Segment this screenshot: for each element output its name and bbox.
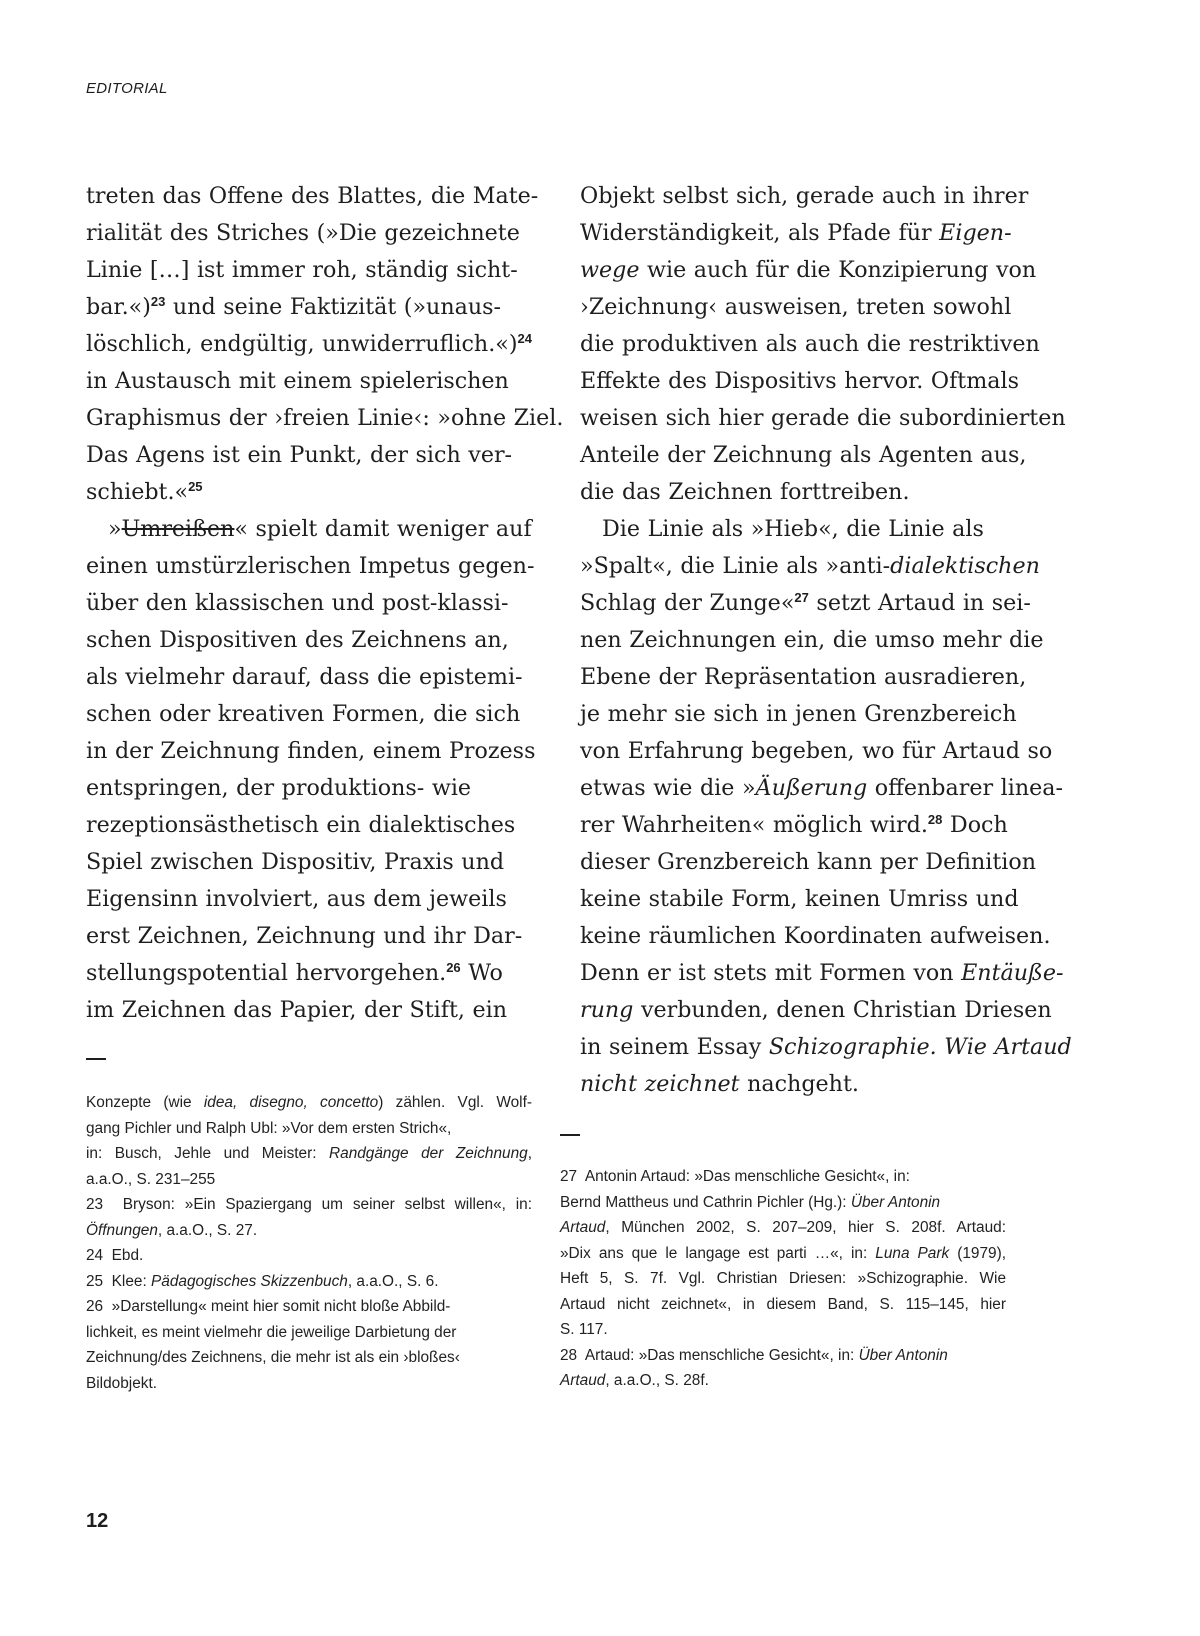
emphasis-text: Äußerung bbox=[755, 775, 868, 801]
body-column-right bbox=[580, 178, 1072, 1103]
footnote-reference: 27 bbox=[794, 590, 809, 605]
body-column-left bbox=[86, 178, 564, 1029]
emphasis-text: wege bbox=[580, 257, 640, 283]
body-line bbox=[86, 511, 530, 548]
footnote-line bbox=[86, 1345, 532, 1371]
emphasis-text: Artaud bbox=[560, 1219, 606, 1236]
body-line bbox=[86, 289, 530, 326]
text-run: Die Linie als »Hieb«, die Linie als bbox=[602, 516, 984, 542]
body-line bbox=[86, 548, 535, 585]
footnote-line bbox=[86, 1269, 532, 1295]
emphasis-text: rung bbox=[580, 997, 634, 1023]
body-line bbox=[580, 474, 1024, 511]
footnote-reference: 25 bbox=[188, 479, 203, 494]
text-run: 25 Klee: bbox=[86, 1272, 152, 1290]
text-run: die das Zeichnen forttreiben. bbox=[580, 479, 910, 505]
emphasis-text: Öffnungen bbox=[86, 1221, 158, 1239]
body-line bbox=[86, 659, 530, 696]
text-run: « spielt damit weniger auf bbox=[234, 516, 532, 542]
body-line bbox=[86, 955, 530, 992]
text-run: nachgeht. bbox=[739, 1071, 859, 1097]
footnote-line bbox=[86, 1090, 532, 1116]
body-line bbox=[580, 548, 1040, 585]
text-run: rezeptionsästhetisch ein dialektisches bbox=[86, 812, 516, 838]
text-run: Eigensinn involviert, aus dem jeweils bbox=[86, 886, 507, 912]
text-run: in der Zeichnung finden, einem Prozess bbox=[86, 738, 536, 764]
footnote-line bbox=[86, 1141, 532, 1167]
footnote-line bbox=[560, 1292, 1006, 1318]
body-line bbox=[86, 215, 530, 252]
text-run: » bbox=[108, 516, 122, 542]
text-run: Doch bbox=[942, 812, 1008, 838]
body-line bbox=[580, 289, 1024, 326]
text-run: rialität des Striches (»Die gezeichnete bbox=[86, 220, 520, 246]
text-run: a.a.O., S. 231–255 bbox=[86, 1170, 216, 1188]
body-line bbox=[580, 807, 1024, 844]
text-run: keine räumlichen Koordinaten aufweisen. bbox=[580, 923, 1051, 949]
text-run: verbunden, denen Christian Driesen bbox=[633, 997, 1052, 1023]
text-run: Konzepte (wie bbox=[86, 1094, 204, 1111]
footnote-line bbox=[560, 1343, 1006, 1369]
text-run: Zeichnung/des Zeichnens, die mehr ist als ein ›bloßes‹ bbox=[86, 1349, 460, 1366]
footnote-line bbox=[86, 1320, 532, 1346]
body-line bbox=[86, 807, 530, 844]
body-line bbox=[580, 437, 1027, 474]
text-run: schen Dispositiven des Zeichnens an, bbox=[86, 627, 509, 653]
text-run: als vielmehr darauf, dass die epistemi- bbox=[86, 664, 523, 690]
body-line bbox=[86, 326, 530, 363]
emphasis-text: Pädagogisches Skizzenbuch bbox=[151, 1272, 348, 1290]
text-run: , a.a.O., S. 28f. bbox=[605, 1372, 709, 1389]
emphasis-text: idea, disegno, concetto bbox=[203, 1094, 379, 1111]
emphasis-text: Über Antonin bbox=[858, 1346, 948, 1364]
footnote-line bbox=[86, 1243, 532, 1269]
text-run: setzt Artaud in sei- bbox=[808, 590, 1031, 616]
text-run: schen oder kreativen Formen, die sich bbox=[86, 701, 521, 727]
body-line bbox=[86, 844, 530, 881]
text-run: in seinem Essay bbox=[580, 1034, 769, 1060]
body-line bbox=[580, 511, 1024, 548]
text-run: in: Busch, Jehle und Meister: bbox=[86, 1145, 330, 1162]
body-line bbox=[580, 696, 1024, 733]
body-line bbox=[86, 918, 530, 955]
body-line bbox=[580, 363, 1024, 400]
footnote-line bbox=[560, 1266, 1006, 1292]
body-line bbox=[580, 622, 1044, 659]
body-line bbox=[86, 733, 536, 770]
text-run: »Spalt«, die Linie als »anti- bbox=[580, 553, 891, 579]
footnote-line bbox=[86, 1192, 532, 1218]
text-run: etwas wie die » bbox=[580, 775, 756, 801]
text-run: je mehr sie sich in jenen Grenzbereich bbox=[580, 701, 1017, 727]
body-line bbox=[86, 696, 530, 733]
text-run: 24 Ebd. bbox=[86, 1247, 144, 1264]
footnote-reference: 26 bbox=[446, 960, 461, 975]
body-line bbox=[580, 585, 1031, 622]
text-run: 27 Antonin Artaud: »Das menschliche Gesicht«, in: bbox=[560, 1168, 910, 1185]
struck-text: Umreißen bbox=[121, 516, 235, 542]
text-run: Heft 5, S. 7f. Vgl. Christian Driesen: »Schizographie. Wie bbox=[560, 1270, 1006, 1287]
text-run: ) zählen. Vgl. Wolf- bbox=[378, 1094, 533, 1111]
body-line bbox=[580, 733, 1053, 770]
text-run: von Erfahrung begeben, wo für Artaud so bbox=[580, 738, 1053, 764]
body-line bbox=[580, 252, 1037, 289]
footnotes-left bbox=[86, 1090, 532, 1396]
body-line bbox=[580, 881, 1024, 918]
body-line bbox=[86, 252, 530, 289]
text-run: 28 Artaud: »Das menschliche Gesicht«, in: bbox=[560, 1346, 859, 1364]
body-line bbox=[86, 992, 530, 1029]
text-run: »Dix ans que le langage est parti …«, in: bbox=[560, 1244, 876, 1262]
footnote-reference: 24 bbox=[517, 331, 532, 346]
text-run: im Zeichnen das Papier, der Stift, ein bbox=[86, 997, 507, 1023]
emphasis-text: Luna Park bbox=[875, 1244, 950, 1262]
body-line bbox=[86, 881, 530, 918]
text-run: Linie […] ist immer roh, ständig sicht- bbox=[86, 257, 518, 283]
text-run: treten das Offene des Blattes, die Mate- bbox=[86, 183, 539, 209]
body-line bbox=[580, 178, 1029, 215]
text-run: über den klassischen und post-klassi- bbox=[86, 590, 509, 616]
footnote-reference: 23 bbox=[150, 294, 166, 309]
footnote-line bbox=[86, 1371, 532, 1397]
text-run: Schlag der Zunge« bbox=[580, 590, 795, 616]
body-line bbox=[580, 1066, 1024, 1103]
text-run: löschlich, endgültig, unwiderruflich.«) bbox=[86, 331, 518, 357]
text-run: lichkeit, es meint vielmehr die jeweilige Darbietung der bbox=[86, 1323, 457, 1341]
body-line bbox=[86, 585, 530, 622]
text-run: Spiel zwischen Dispositiv, Praxis und bbox=[86, 849, 505, 875]
text-run: (1979), bbox=[949, 1244, 1006, 1262]
text-run: die produktiven als auch die restriktiven bbox=[580, 331, 1040, 357]
emphasis-text: nicht zeichnet bbox=[580, 1071, 740, 1097]
text-run: dieser Grenzbereich kann per Definition bbox=[580, 849, 1037, 875]
text-run: Effekte des Dispositivs hervor. Oftmals bbox=[580, 368, 1019, 394]
footnote-line bbox=[560, 1164, 1006, 1190]
body-line bbox=[580, 326, 1040, 363]
text-run: wie auch für die Konzipierung von bbox=[639, 257, 1037, 283]
text-run: ›Zeichnung‹ ausweisen, treten sowohl bbox=[580, 294, 1012, 320]
footnote-separator-left bbox=[86, 1058, 106, 1060]
text-run: schiebt.« bbox=[86, 479, 189, 505]
body-line bbox=[580, 955, 1064, 992]
body-line bbox=[580, 918, 1051, 955]
body-line bbox=[86, 622, 530, 659]
emphasis-text: dialektischen bbox=[890, 553, 1040, 579]
text-run: 26 »Darstellung« meint hier somit nicht bloße Abbild- bbox=[86, 1298, 451, 1315]
footnote-line bbox=[560, 1190, 1006, 1216]
emphasis-text: Schizographie. Wie Artaud bbox=[768, 1034, 1072, 1060]
footnote-reference: 28 bbox=[927, 812, 943, 827]
text-run: Das Agens ist ein Punkt, der sich ver- bbox=[86, 442, 513, 468]
text-run: 23 Bryson: »Ein Spaziergang um seiner selbst willen«, in: bbox=[86, 1196, 532, 1213]
text-run: offenbarer linea- bbox=[867, 775, 1063, 801]
page-number: 12 bbox=[86, 1510, 109, 1532]
footnote-line bbox=[560, 1317, 1006, 1343]
text-run: und seine Faktizität (»unaus- bbox=[165, 294, 502, 320]
body-line bbox=[580, 400, 1066, 437]
body-line bbox=[580, 770, 1063, 807]
footnote-line bbox=[86, 1218, 532, 1244]
footnote-line bbox=[560, 1241, 1006, 1267]
text-run: bar.«) bbox=[86, 294, 151, 320]
footnote-line bbox=[86, 1167, 532, 1193]
text-run: weisen sich hier gerade die subordinierten bbox=[580, 405, 1066, 431]
text-run: Wo bbox=[460, 960, 503, 986]
text-run: Anteile der Zeichnung als Agenten aus, bbox=[580, 442, 1027, 468]
text-run: , bbox=[527, 1145, 533, 1162]
text-run: gang Pichler und Ralph Ubl: »Vor dem ersten Strich«, bbox=[86, 1119, 452, 1137]
text-run: , a.a.O., S. 27. bbox=[157, 1221, 258, 1239]
text-run: Denn er ist stets mit Formen von bbox=[580, 960, 962, 986]
text-run: in Austausch mit einem spielerischen bbox=[86, 368, 509, 394]
body-line bbox=[580, 992, 1052, 1029]
body-line bbox=[86, 437, 530, 474]
text-run: , München 2002, S. 207–209, hier S. 208f. Artaud: bbox=[605, 1219, 1006, 1236]
text-run: S. 117. bbox=[560, 1321, 608, 1338]
body-line bbox=[86, 363, 530, 400]
text-run: stellungspotential hervorgehen. bbox=[86, 960, 447, 986]
text-run: keine stabile Form, keinen Umriss und bbox=[580, 886, 1019, 912]
text-run: , a.a.O., S. 6. bbox=[347, 1272, 439, 1290]
body-line bbox=[86, 178, 539, 215]
footnote-line bbox=[560, 1368, 1006, 1394]
text-run: entspringen, der produktions- wie bbox=[86, 775, 472, 801]
text-run: rer Wahrheiten« möglich wird. bbox=[580, 812, 928, 838]
emphasis-text: Eigen- bbox=[939, 220, 1012, 246]
body-line bbox=[86, 474, 530, 511]
emphasis-text: Artaud bbox=[560, 1372, 606, 1389]
text-run: Bildobjekt. bbox=[86, 1374, 158, 1392]
footnote-line bbox=[86, 1116, 532, 1142]
body-line bbox=[580, 1029, 1072, 1066]
text-run: Artaud nicht zeichnet«, in diesem Band, S. 115–145, hier bbox=[560, 1295, 1006, 1313]
footnotes-right bbox=[560, 1164, 1006, 1394]
body-line bbox=[580, 215, 1024, 252]
text-run: einen umstürzlerischen Impetus gegen- bbox=[86, 553, 535, 579]
text-run: Ebene der Repräsentation ausradieren, bbox=[580, 664, 1027, 690]
footnote-line bbox=[560, 1215, 1006, 1241]
body-line bbox=[86, 400, 564, 437]
text-run: Widerständigkeit, als Pfade für bbox=[580, 220, 940, 246]
text-run: Graphismus der ›freien Linie‹: »ohne Ziel. bbox=[86, 405, 564, 431]
body-line bbox=[580, 659, 1027, 696]
body-line bbox=[580, 844, 1037, 881]
emphasis-text: Über Antonin bbox=[850, 1193, 941, 1211]
running-header: EDITORIAL bbox=[86, 80, 168, 97]
text-run: Objekt selbst sich, gerade auch in ihrer bbox=[580, 183, 1029, 209]
body-line bbox=[86, 770, 530, 807]
emphasis-text: Randgänge der Zeichnung bbox=[329, 1145, 528, 1162]
text-run: Bernd Mattheus und Cathrin Pichler (Hg.): bbox=[560, 1193, 851, 1211]
text-run: erst Zeichnen, Zeichnung und ihr Dar- bbox=[86, 923, 523, 949]
text-run: nen Zeichnungen ein, die umso mehr die bbox=[580, 627, 1044, 653]
footnote-separator-right bbox=[560, 1134, 580, 1136]
footnote-line bbox=[86, 1294, 532, 1320]
emphasis-text: Entäuße- bbox=[961, 960, 1064, 986]
